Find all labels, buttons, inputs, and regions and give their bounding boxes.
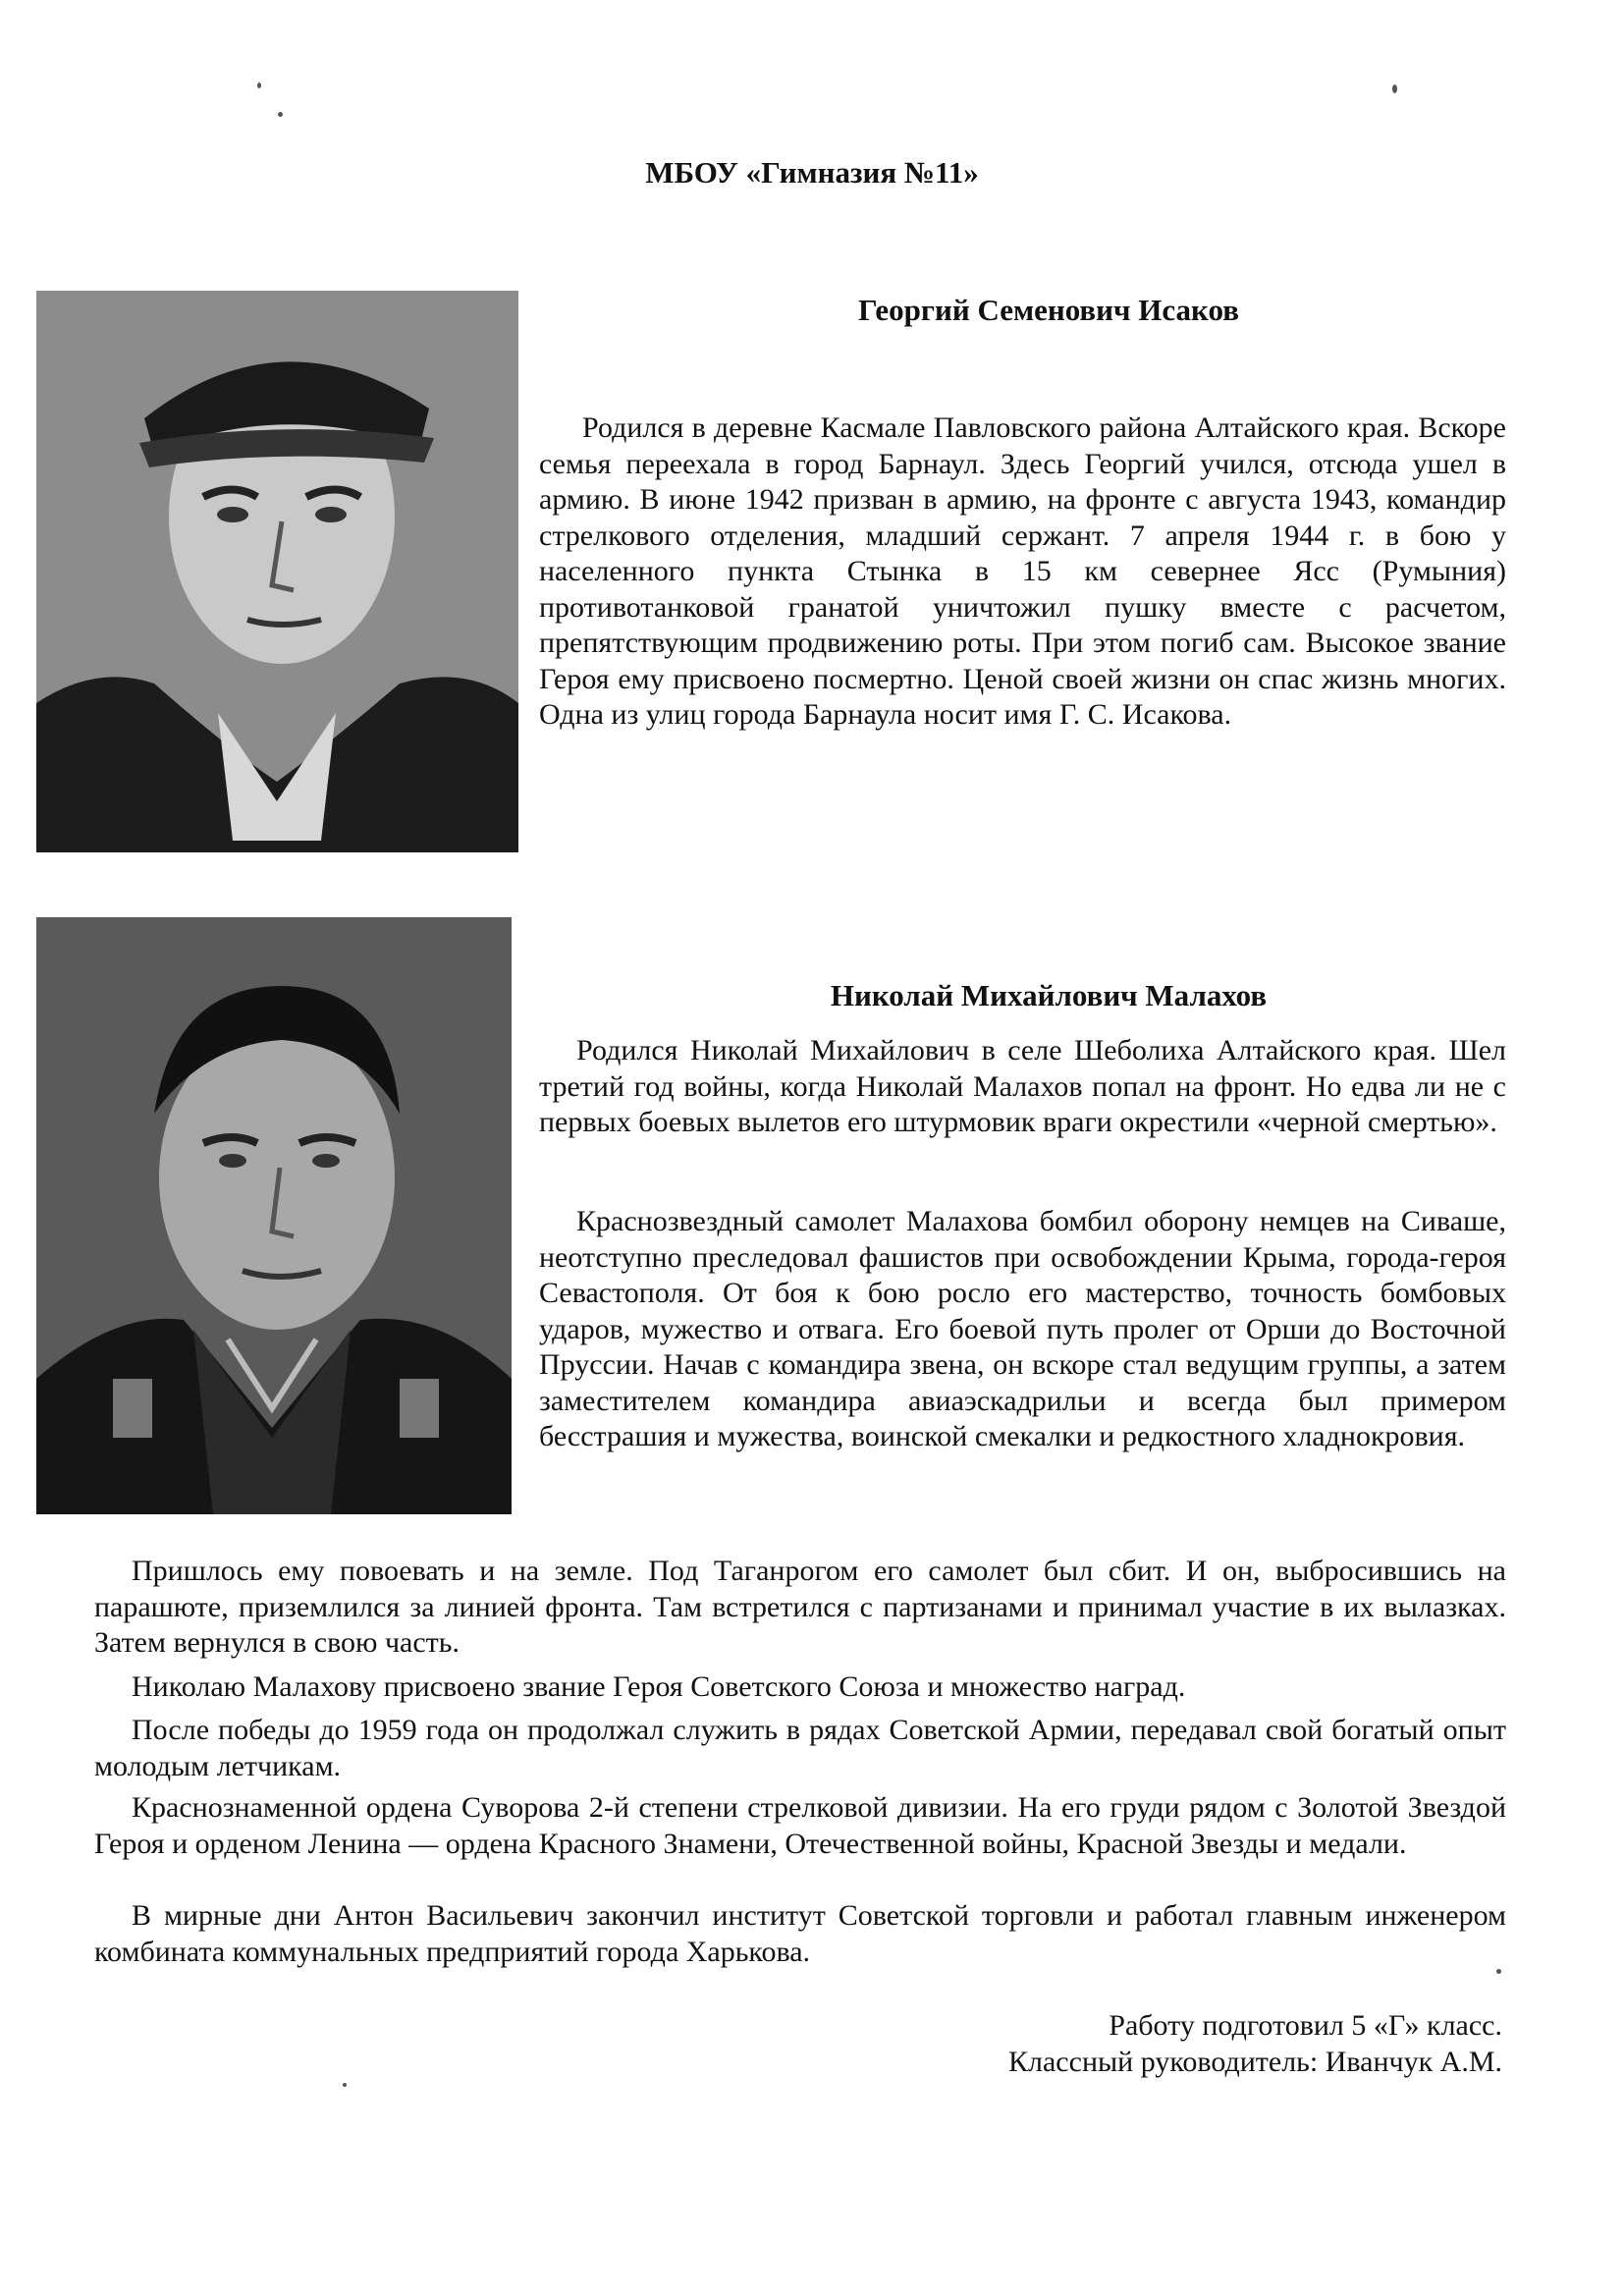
bio-malakhov-paragraph: Краснозвездный самолет Малахова бомбил оборону немцев на Сиваше, неотступно преследовал фашистов при освобождении Крыма, города-героя Севастополя. От боя к бою росло его мастерство, точность бомбовых ударов, мужество и отвага. Его боевой путь пролег от Орши до Восточной Пруссии. Начав с командира звена, он вскоре стал ведущим группы, а затем заместителем командира авиаэскадрильи и всегда был примером бесстрашия и мужества, воинской смекалки и редкостного хладнокровия.: [539, 1205, 1506, 1452]
school-title: МБОУ «Гимназия №11»: [645, 155, 979, 190]
scan-speck: [1392, 84, 1397, 93]
bio-malakhov-paragraph: Николаю Малахову присвоено звание Героя Советского Союза и множество наград.: [132, 1670, 1186, 1703]
portrait-malakhov-image: [36, 917, 512, 1514]
bio-malakhov-paragraph: После победы до 1959 года он продолжал служить в рядах Советской Армии, передавал свой богатый опыт молодым летчикам.: [94, 1714, 1506, 1782]
prepared-by-note: Работу подготовил 5 «Г» класс.: [1109, 2009, 1502, 2042]
bio-isakov: Родился в деревне Касмале Павловского района Алтайского края. Вскоре семья переехала в город Барнаул. Здесь Георгий учился, отсюда ушел в армию. В июне 1942 призван в армию, на фронте с августа 1943, командир стрелкового отделения, младший сержант. 7 апреля 1944 г. в бою у населенного пункта Стынка в 15 км севернее Ясс (Румыния) противотанковой гранатой уничтожил пушку вместе с расчетом, препятствующим продвижению роты. При этом погиб сам. Высокое звание Героя ему присвоено посмертно. Ценой своей жизни он спас жизнь многих. Одна из улиц города Барнаула носит имя Г. С. Исакова.: [539, 411, 1506, 731]
scan-speck: [278, 112, 283, 117]
scan-speck: [257, 82, 261, 88]
portrait-isakov-photo: [36, 291, 518, 852]
bio-malakhov-paragraph: В мирные дни Антон Васильевич закончил институт Советской торговли и работал главным инженером комбината коммунальных предприятий города Харькова.: [94, 1899, 1506, 1968]
portrait-isakov-image: [36, 291, 518, 852]
scan-speck: [343, 2083, 347, 2087]
bio-malakhov-paragraph: Пришлось ему повоевать и на земле. Под Таганрогом его самолет был сбит. И он, выбросившись на парашюте, приземлился за линией фронта. Там встретился с партизанами и принимал участие в их вылазках. Затем вернулся в свою часть.: [94, 1555, 1506, 1659]
portrait-malakhov-photo: [36, 917, 512, 1514]
hero-name-malakhov: Николай Михайлович Малахов: [830, 978, 1268, 1012]
teacher-note: Классный руководитель: Иванчук А.М.: [1008, 2046, 1502, 2078]
hero-name-isakov: Георгий Семенович Исаков: [858, 293, 1239, 327]
bio-malakhov-paragraph: Родился Николай Михайлович в селе Шеболиха Алтайского края. Шел третий год войны, когда Николай Малахов попал на фронт. Но едва ли не с первых боевых вылетов его штурмовик враги окрестили «черной смертью».: [539, 1034, 1506, 1138]
bio-malakhov-paragraph: Краснознаменной ордена Суворова 2-й степени стрелковой дивизии. На его груди рядом с Золотой Звездой Героя и орденом Ленина — ордена Красного Знамени, Отечественной войны, Красной Звезды и медали.: [94, 1791, 1506, 1860]
